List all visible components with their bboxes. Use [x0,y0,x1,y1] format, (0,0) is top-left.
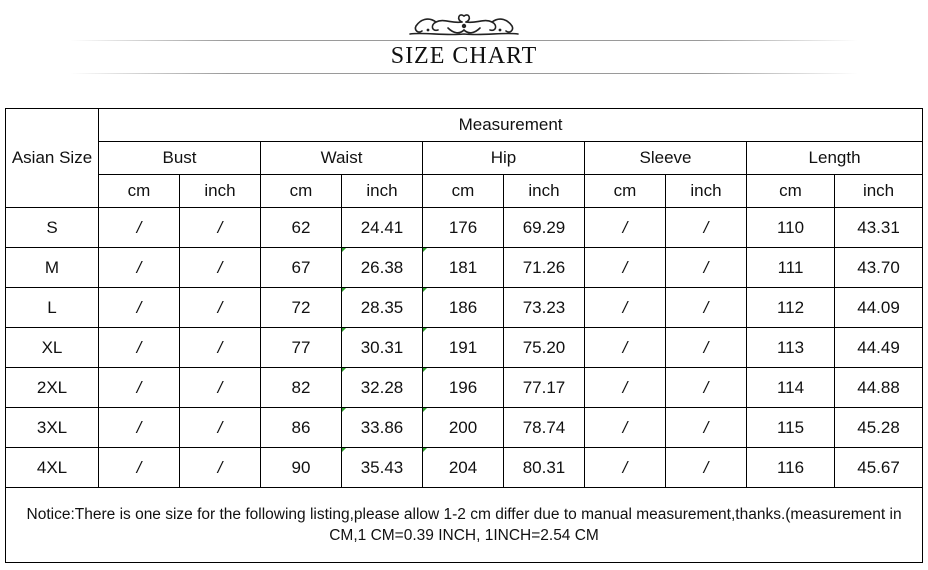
length-cm-cell: 111 [747,248,835,288]
size-chart-header [0,0,928,100]
unit-header: cm [99,175,180,208]
table-row [6,448,923,488]
asian-size-header: Asian Size [6,109,99,208]
length-cm-cell: 115 [747,408,835,448]
hip-cm-cell: 200 [423,408,504,448]
sleeve-cm-cell: / [585,328,666,368]
size-cell: 3XL [6,408,99,448]
sleeve-cm-cell: / [585,448,666,488]
sleeve-inch-cell: / [666,408,747,448]
bust-cm-cell: / [99,328,180,368]
bust-cm-cell: / [99,408,180,448]
length-inch-cell: 43.31 [835,208,923,248]
hip-cm-cell: 191 [423,328,504,368]
bust-inch-cell: / [180,288,261,328]
sleeve-cm-cell: / [585,408,666,448]
hip-cm-cell: 204 [423,448,504,488]
length-inch-cell: 44.49 [835,328,923,368]
bust-cm-cell: / [99,448,180,488]
bust-inch-cell: / [180,408,261,448]
bust-cm-cell: / [99,208,180,248]
waist-inch-cell: 26.38 [342,248,423,288]
hip-inch-cell: 75.20 [504,328,585,368]
header-row-group [6,109,923,142]
length-inch-cell: 44.09 [835,288,923,328]
table-row [6,248,923,288]
length-inch-cell: 43.70 [835,248,923,288]
length-cm-cell: 112 [747,288,835,328]
sleeve-inch-cell: / [666,288,747,328]
notice-text: Notice:There is one size for the following listing,please allow 1-2 cm differ due to manual measurement,thanks.(measurement in CM,1 CM=0.39 INCH, 1INCH=2.54 CM [6,488,923,563]
size-cell: S [6,208,99,248]
bust-inch-cell: / [180,208,261,248]
header-row-measures [6,142,923,175]
hip-inch-cell: 77.17 [504,368,585,408]
hip-cm-cell: 181 [423,248,504,288]
bust-inch-cell: / [180,248,261,288]
size-cell: 4XL [6,448,99,488]
unit-header: inch [835,175,923,208]
unit-header: cm [747,175,835,208]
waist-cm-cell: 90 [261,448,342,488]
sleeve-inch-cell: / [666,448,747,488]
hip-inch-cell: 80.31 [504,448,585,488]
waist-cm-cell: 86 [261,408,342,448]
length-inch-cell: 45.67 [835,448,923,488]
hip-cm-cell: 186 [423,288,504,328]
waist-header: Waist [261,142,423,175]
bust-cm-cell: / [99,288,180,328]
header-bottom-rule [70,73,858,74]
unit-header: cm [423,175,504,208]
waist-inch-cell: 35.43 [342,448,423,488]
sleeve-inch-cell: / [666,328,747,368]
length-cm-cell: 116 [747,448,835,488]
length-inch-cell: 44.88 [835,368,923,408]
hip-header: Hip [423,142,585,175]
waist-cm-cell: 72 [261,288,342,328]
unit-header: cm [585,175,666,208]
unit-header: cm [261,175,342,208]
length-cm-cell: 114 [747,368,835,408]
length-cm-cell: 113 [747,328,835,368]
hip-inch-cell: 71.26 [504,248,585,288]
header-row-units [6,175,923,208]
waist-inch-cell: 32.28 [342,368,423,408]
table-row [6,288,923,328]
sleeve-inch-cell: / [666,248,747,288]
decorative-scroll-ornament-icon [404,10,524,40]
hip-inch-cell: 78.74 [504,408,585,448]
length-header: Length [747,142,923,175]
bust-cm-cell: / [99,368,180,408]
hip-inch-cell: 73.23 [504,288,585,328]
unit-header: inch [180,175,261,208]
size-cell: XL [6,328,99,368]
length-inch-cell: 45.28 [835,408,923,448]
table-row [6,408,923,448]
table-row [6,208,923,248]
waist-cm-cell: 67 [261,248,342,288]
size-cell: L [6,288,99,328]
sleeve-inch-cell: / [666,208,747,248]
waist-cm-cell: 82 [261,368,342,408]
bust-cm-cell: / [99,248,180,288]
measurement-header: Measurement [99,109,923,142]
waist-inch-cell: 30.31 [342,328,423,368]
notice-row [6,488,923,563]
size-chart-table [5,108,923,563]
bust-inch-cell: / [180,328,261,368]
unit-header: inch [666,175,747,208]
bust-header: Bust [99,142,261,175]
hip-cm-cell: 196 [423,368,504,408]
table-row [6,328,923,368]
waist-inch-cell: 33.86 [342,408,423,448]
bust-inch-cell: / [180,368,261,408]
waist-inch-cell: 28.35 [342,288,423,328]
waist-cm-cell: 77 [261,328,342,368]
size-cell: 2XL [6,368,99,408]
size-cell: M [6,248,99,288]
unit-header: inch [342,175,423,208]
sleeve-cm-cell: / [585,248,666,288]
waist-cm-cell: 62 [261,208,342,248]
sleeve-header: Sleeve [585,142,747,175]
length-cm-cell: 110 [747,208,835,248]
sleeve-cm-cell: / [585,368,666,408]
sleeve-inch-cell: / [666,368,747,408]
header-top-rule [70,40,858,41]
sleeve-cm-cell: / [585,208,666,248]
hip-cm-cell: 176 [423,208,504,248]
page-title: SIZE CHART [390,43,538,69]
hip-inch-cell: 69.29 [504,208,585,248]
waist-inch-cell: 24.41 [342,208,423,248]
unit-header: inch [504,175,585,208]
sleeve-cm-cell: / [585,288,666,328]
table-row [6,368,923,408]
bust-inch-cell: / [180,448,261,488]
